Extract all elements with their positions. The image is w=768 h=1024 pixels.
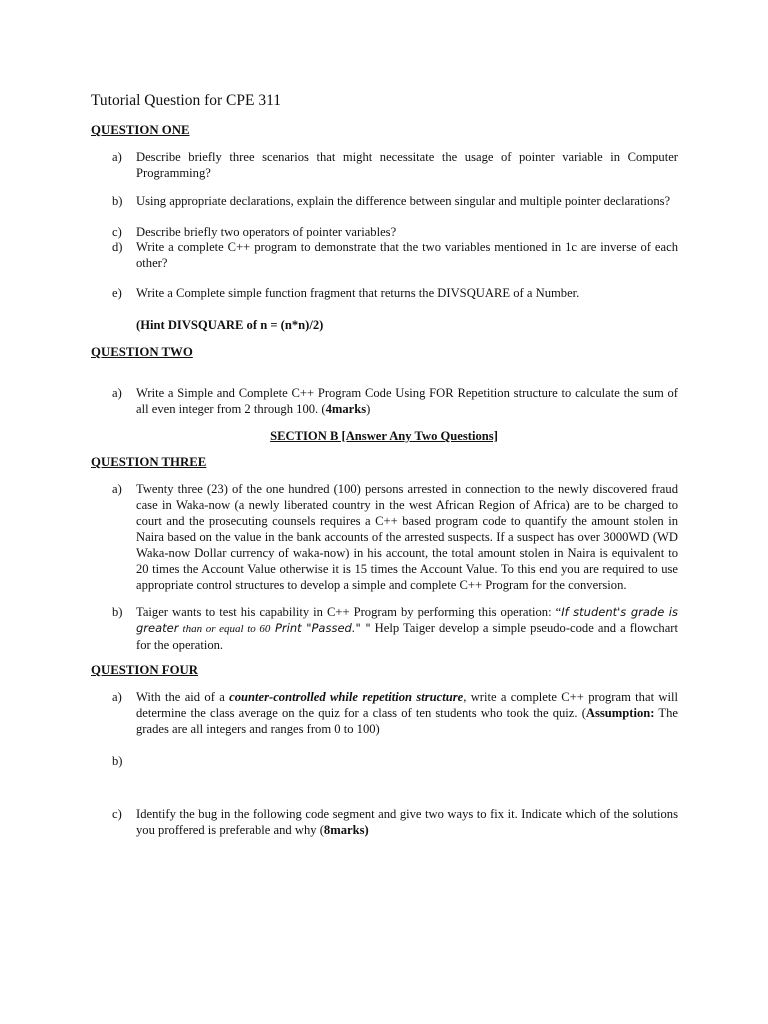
q4-c-text bbox=[136, 806, 678, 838]
q2-a-body: Write a Simple and Complete C++ Program Code Using FOR Repetition structure to calculate the sum of all even integer from 2 through 100. ( bbox=[136, 386, 678, 416]
q1-c-label: c) bbox=[112, 225, 122, 239]
q4-a-assumption: Assumption: bbox=[585, 706, 655, 720]
q4-a-pre: With the aid of a bbox=[136, 690, 230, 704]
q4-a-text bbox=[136, 689, 678, 737]
question-one-heading: QUESTION ONE bbox=[91, 123, 190, 137]
q1-b-label: b) bbox=[112, 194, 123, 208]
q3-a-label: a) bbox=[112, 482, 122, 496]
q2-a-text bbox=[136, 385, 678, 417]
q3-b-code-2: than or equal to 60 bbox=[182, 623, 271, 635]
q4-c-body: Identify the bug in the following code segment and give two ways to fix it. Indicate which of the solutions you proffered is preferable and why ( bbox=[136, 807, 678, 837]
question-three-heading: QUESTION THREE bbox=[91, 455, 207, 469]
q4-a-mid: , write a complete C++ program that will determine the class average on the quiz for a class of ten students who took the quiz. ( bbox=[136, 690, 678, 720]
q1-b-text: Using appropriate declarations, explain the difference between singular and multiple pointer declarations? bbox=[136, 194, 671, 208]
q3-b-code-1: If student's grade is greater bbox=[136, 605, 678, 635]
page-title: Tutorial Question for CPE 311 bbox=[91, 92, 282, 109]
q2-a-label: a) bbox=[112, 386, 122, 400]
q4-c-marks: 8marks bbox=[323, 823, 365, 837]
q4-c-close: ) bbox=[364, 823, 369, 837]
q4-a-label: a) bbox=[112, 690, 122, 704]
q3-b-post: Help Taiger develop a simple pseudo-code and a flowchart for the operation. bbox=[136, 621, 678, 652]
q1-hint: (Hint DIVSQUARE of n = (n*n)/2) bbox=[136, 318, 324, 332]
section-b-heading: SECTION B [Answer Any Two Questions] bbox=[270, 429, 498, 443]
q1-a-text: Describe briefly three scenarios that might necessitate the usage of pointer variable in Computer Programming? bbox=[136, 150, 678, 180]
q1-e-text: Write a Complete simple function fragment that returns the DIVSQUARE of a Number. bbox=[136, 286, 580, 300]
q1-c-text: Describe briefly two operators of pointer variables? bbox=[136, 225, 397, 239]
q2-a-marks: 4marks bbox=[325, 402, 367, 416]
question-four-heading: QUESTION FOUR bbox=[91, 663, 199, 677]
q4-a-post: The grades are all integers and ranges from 0 to 100) bbox=[136, 706, 678, 736]
q3-b-code-3: Print "Passed." " bbox=[270, 621, 371, 635]
q2-a-close: ) bbox=[366, 402, 371, 416]
q4-c-label: c) bbox=[112, 807, 122, 821]
question-two-heading: QUESTION TWO bbox=[91, 345, 193, 359]
q1-e-label: e) bbox=[112, 286, 122, 300]
q3-b-text bbox=[136, 604, 678, 653]
q1-a-label: a) bbox=[112, 150, 122, 164]
q4-b-label: b) bbox=[112, 754, 123, 768]
q3-a-text: Twenty three (23) of the one hundred (100) persons arrested in connection to the newly discovered fraud case in Waka-now (a newly liberated country in the west African Region of Africa) are to be charged to court and the prosecuting counsels requires a C++ based program code to quantify the amount stolen in Naira based on the value in the bank accounts of the arrested suspects. If a suspect has over 3000WD (WD Waka-now Dollar currency of waka-now) in his account, the total amount stolen in Naira is equivalent to 20 times the Account Value otherwise it is 15 times the Account Value. To this end you are required to use appropriate control structures to develop a simple and complete C++ Program for the conversion. bbox=[136, 482, 678, 592]
q3-b-pre: Taiger wants to test his capability in C++ Program by performing this operation: “ bbox=[136, 605, 562, 619]
q1-d-text: Write a complete C++ program to demonstrate that the two variables mentioned in 1c are inverse of each other? bbox=[136, 240, 678, 270]
q1-d-label: d) bbox=[112, 240, 123, 254]
q3-b-label: b) bbox=[112, 605, 123, 619]
q4-a-emph: counter-controlled while repetition structure bbox=[229, 690, 464, 704]
